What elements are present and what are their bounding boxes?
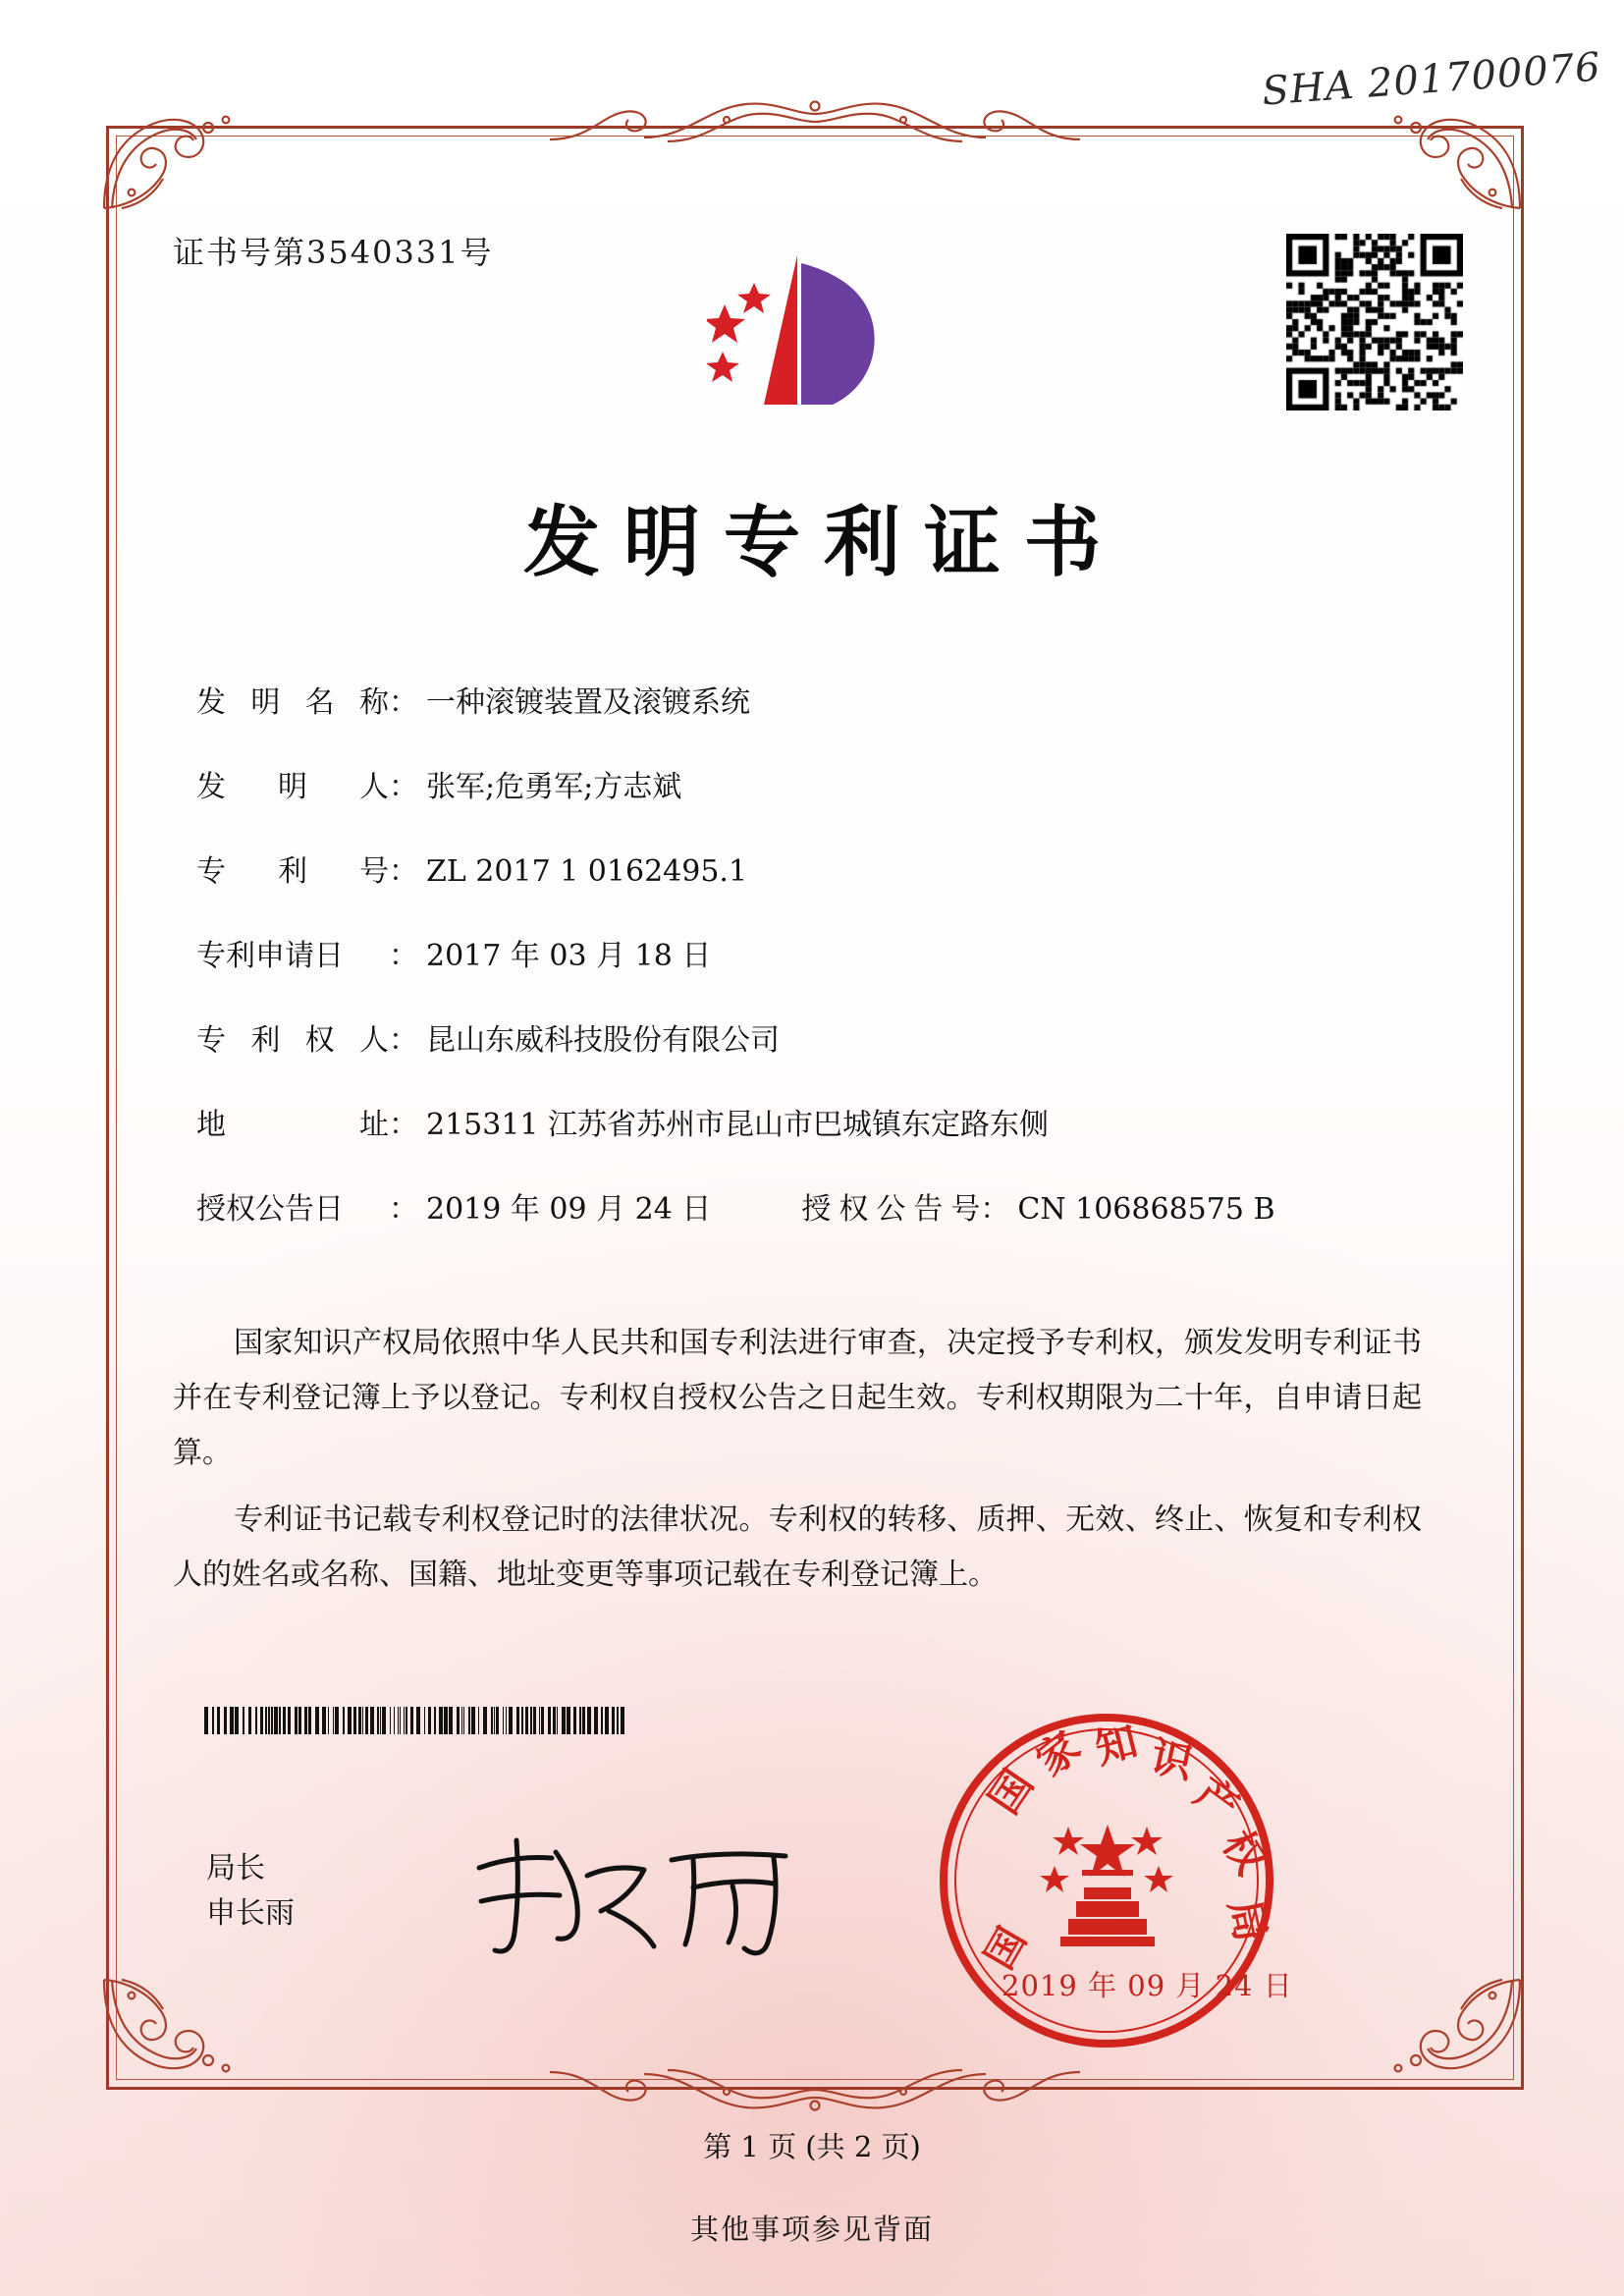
field-label: 专 利 号 <box>196 854 389 889</box>
field-colon: ： <box>389 1109 418 1141</box>
field-invention-name <box>196 678 1404 721</box>
field-grant-announcement <box>196 1184 1404 1228</box>
ornament-bottom-scroll-icon <box>550 2060 1080 2121</box>
signature-block <box>206 1846 295 1937</box>
field-colon: ： <box>389 686 418 719</box>
field-colon: ： <box>389 940 418 972</box>
svg-text:国: 国 <box>979 1761 1043 1823</box>
ornament-corner-icon <box>1379 98 1526 214</box>
page-title: 发明专利证书 <box>522 498 1124 587</box>
field-value: 张军;危勇军;方志斌 <box>426 770 682 804</box>
cnipa-logo-icon <box>707 244 908 415</box>
field-label: 专 利 权 人 <box>196 1023 389 1058</box>
certificate-fields <box>196 678 1404 1269</box>
handwritten-reference-note: SHA 201700076 <box>1260 44 1603 115</box>
paragraph-register-statement: 专利证书记载专利权登记时的法律状况。专利权的转移、质押、无效、终止、恢复和专利权人的姓名或名称、国籍、地址变更等事项记载在专利登记簿上。 <box>173 1503 1422 1592</box>
field-value: CN 106868575 B <box>1017 1192 1275 1227</box>
field-patent-number <box>196 847 1404 890</box>
field-label: 授权公告日 <box>196 1192 344 1227</box>
field-value: ZL 2017 1 0162495.1 <box>426 854 748 889</box>
handwritten-signature-icon <box>461 1817 835 1974</box>
signature-title: 局长 <box>206 1851 265 1886</box>
field-grant-number <box>801 1184 1274 1228</box>
svg-text:权: 权 <box>1213 1822 1276 1883</box>
svg-text:识: 识 <box>1146 1731 1198 1788</box>
ornament-corner-icon <box>98 1974 245 2090</box>
ornament-corner-icon <box>98 98 245 214</box>
svg-text:国: 国 <box>975 1919 1036 1977</box>
field-inventors <box>196 762 1404 805</box>
svg-text:局: 局 <box>1219 1894 1275 1946</box>
barcode-icon <box>204 1707 626 1734</box>
page-indicator: 第 1 页 (共 2 页) <box>703 2130 921 2163</box>
field-value: 2017 年 03 月 18 日 <box>426 939 712 973</box>
field-value: 215311 江苏省苏州市昆山市巴城镇东定路东侧 <box>426 1108 1050 1142</box>
field-value: 昆山东威科技股份有限公司 <box>426 1023 780 1058</box>
field-colon: ： <box>389 1193 418 1226</box>
field-value: 一种滚镀装置及滚镀系统 <box>426 685 750 720</box>
svg-text:产: 产 <box>1186 1768 1248 1831</box>
field-colon: ： <box>389 771 418 803</box>
field-patentee <box>196 1015 1404 1059</box>
svg-text:知: 知 <box>1090 1716 1143 1774</box>
ornament-corner-icon <box>1379 1974 1526 2090</box>
paragraph-grant-statement: 国家知识产权局依照中华人民共和国专利法进行审查，决定授予专利权，颁发发明专利证书并在专利登记簿上予以登记。专利权自授权公告之日起生效。专利权期限为二十年，自申请日起算。 <box>173 1326 1422 1470</box>
field-colon: ： <box>980 1193 1010 1226</box>
qr-code-icon <box>1286 234 1463 410</box>
signature-name: 申长雨 <box>206 1896 295 1931</box>
field-value: 2019 年 09 月 24 日 <box>426 1192 712 1227</box>
field-label: 发 明 名 称 <box>196 685 389 720</box>
field-application-date <box>196 931 1404 974</box>
field-label: 专利申请日 <box>196 939 344 973</box>
ornament-top-scroll-icon <box>550 90 1080 151</box>
field-address <box>196 1100 1404 1143</box>
certificate-number: 证书号第3540331号 <box>173 234 494 271</box>
field-colon: ： <box>389 855 418 888</box>
field-label: 发 明 人 <box>196 770 389 804</box>
legal-text-block <box>173 1316 1422 1614</box>
field-label: 地 址 <box>196 1108 389 1142</box>
seal-date: 2019 年 09 月 24 日 <box>1001 1969 1293 2002</box>
field-label: 授 权 公 告 号 <box>801 1193 981 1226</box>
field-colon: ： <box>389 1024 418 1057</box>
svg-text:家: 家 <box>1026 1722 1090 1785</box>
footer-note: 其他事项参见背面 <box>689 2213 934 2246</box>
